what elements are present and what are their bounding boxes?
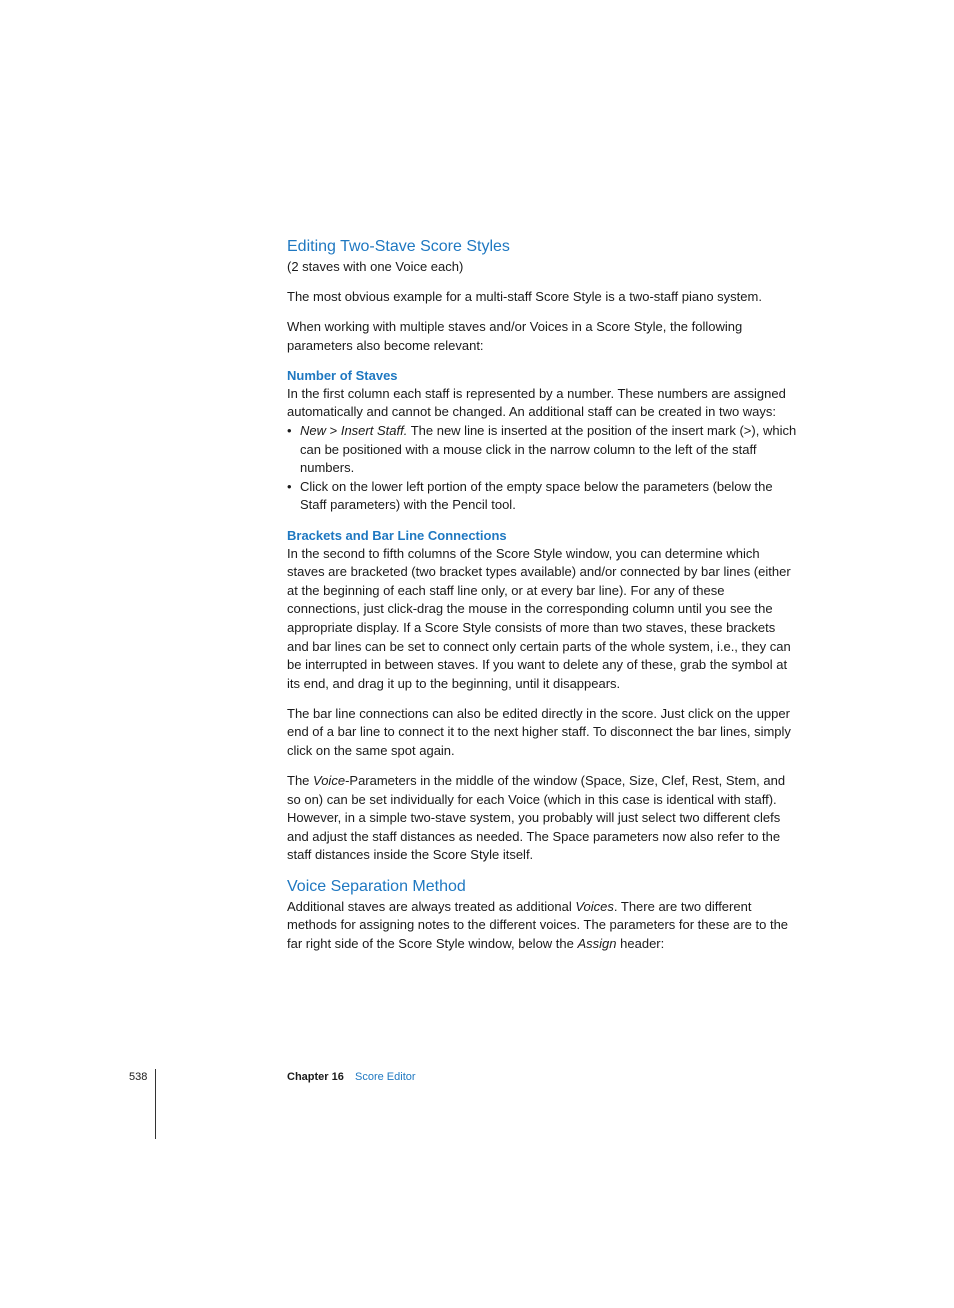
- paragraph: When working with multiple staves and/or Voices in a Score Style, the following parameters also become relevant:: [287, 319, 743, 353]
- page-content: [287, 236, 799, 953]
- subsection-title-brackets: Brackets and Bar Line Connections: [287, 527, 507, 543]
- paragraph: [287, 898, 799, 954]
- paragraph: [287, 772, 799, 865]
- bullet-icon: •: [287, 478, 292, 494]
- menu-path-insert-staff: Insert Staff.: [340, 423, 408, 439]
- section-title-voice-separation: Voice Separation Method: [287, 877, 466, 895]
- text-run-italic: Voice: [313, 773, 346, 789]
- text-run: The: [287, 773, 314, 789]
- bullet-icon: •: [287, 423, 292, 439]
- text-run-italic: Assign: [577, 935, 617, 951]
- subsection-title-number-of-staves: Number of Staves: [287, 367, 398, 383]
- text-run: -Parameters in the middle of the window (Space, Size, Clef, Rest, Stem, and so on) can be set individually for each Voice (which in this case is identical with staff). However, in a simple two-stave system, you probably will just select two different clefs and adjust the staff distances as needed. The Space parameters now also refer to the staff distances inside the Score Style itself.: [287, 773, 786, 863]
- bullet-list: [287, 422, 799, 515]
- text-run: header:: [616, 935, 665, 951]
- chapter-label: Chapter 16: [287, 1071, 344, 1083]
- paragraph: In the second to fifth columns of the Score Style window, you can determine which staves are bracketed (two bracket types available) and/or connected by bar lines (either at the beginning of each staff line only, or at every bar line). For any of these connections, just click-drag the mouse in the corresponding column until you see the appropriate display. If a Score Style consists of more than two staves, these brackets and bar lines can be set to connect only certain parts of the whole system, i.e., they can be interrupted in between staves. If you want to delete any of these, grab the symbol at its end, and drag it up to the beginning, until it disappears.: [287, 545, 791, 691]
- section-title-two-stave: Editing Two-Stave Score Styles: [287, 238, 510, 255]
- list-item: [287, 478, 799, 515]
- list-item-text: The new line is inserted at the position of the insert mark (>), which can be positioned with a mouse click in the narrow column to the left of the staff numbers.: [300, 423, 797, 476]
- paragraph: The most obvious example for a multi-staff Score Style is a two-staff piano system.: [287, 289, 762, 305]
- paragraph: The bar line connections can also be edited directly in the score. Just click on the upper end of a bar line to connect it to the next higher staff. To disconnect the bar lines, simply click on the same spot again.: [287, 705, 791, 758]
- chapter-title: Score Editor: [355, 1071, 416, 1083]
- page-number: 538: [129, 1071, 148, 1083]
- menu-path-new: New: [300, 423, 327, 439]
- list-item-text: Click on the lower left portion of the empty space below the parameters (below the Staff parameters) with the Pencil tool.: [300, 478, 773, 513]
- section-subtitle: (2 staves with one Voice each): [287, 259, 464, 274]
- menu-path-separator: >: [326, 423, 341, 439]
- list-item: [287, 422, 799, 478]
- text-run: Additional staves are always treated as additional: [287, 898, 576, 914]
- text-run: . There are two different methods for assigning notes to the different voices. The parameters for these are to the far right side of the Score Style window, below the: [287, 898, 789, 951]
- paragraph: In the first column each staff is represented by a number. These numbers are assigned automatically and cannot be changed. An additional staff can be created in two ways:: [287, 385, 786, 420]
- footer-divider: [155, 1069, 156, 1139]
- text-run-italic: Voices: [575, 898, 614, 914]
